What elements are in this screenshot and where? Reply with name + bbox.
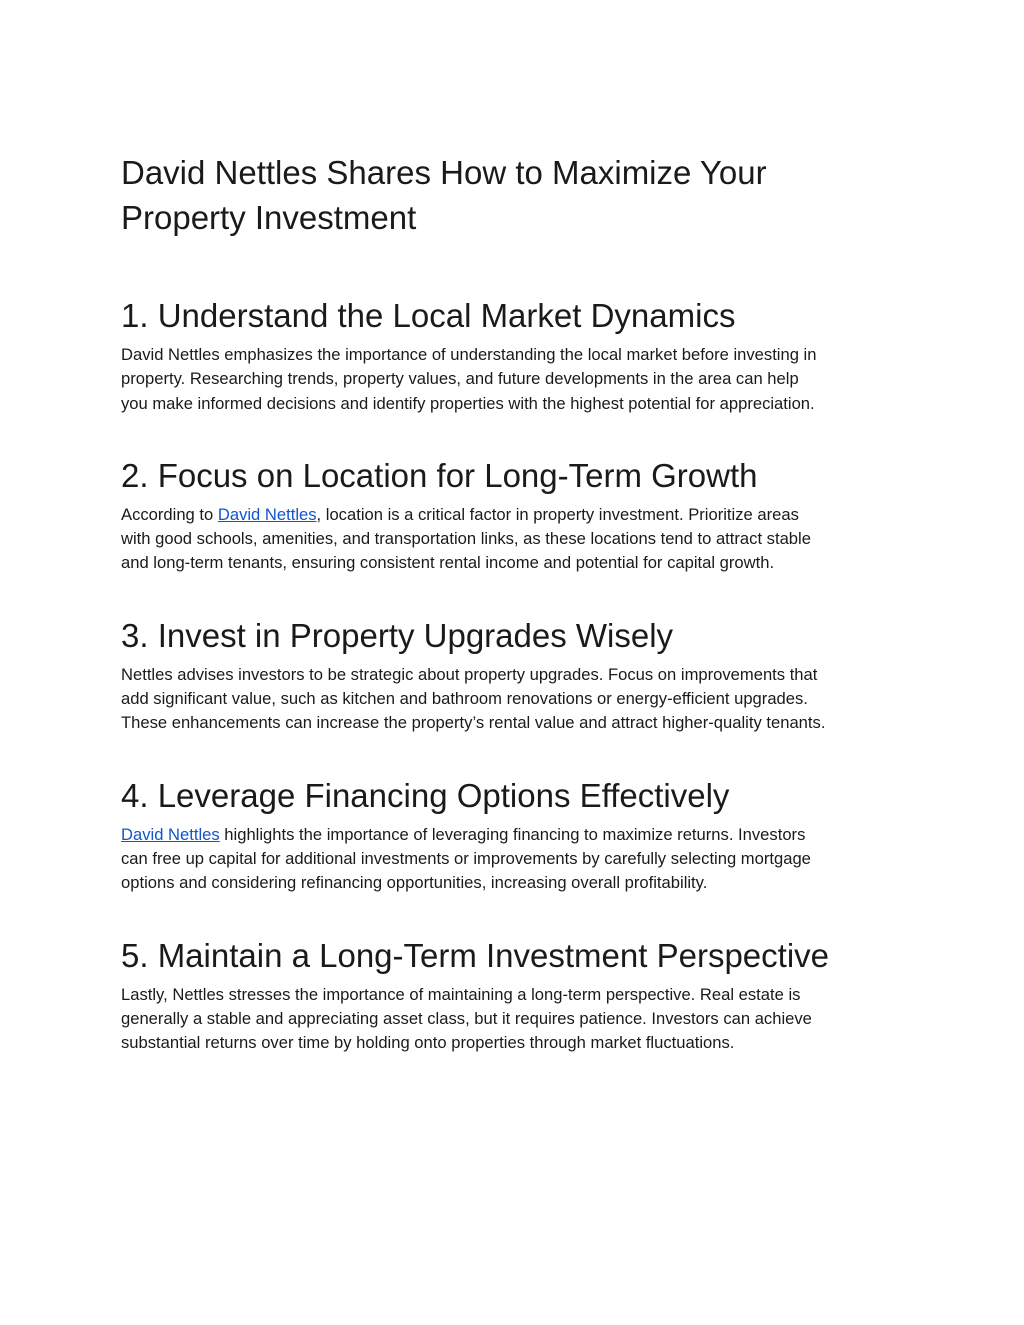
section-4-line-1-suffix: highlights the importance of leveraging financing to maximize returns. Investors: [219, 824, 806, 844]
david-nettles-link[interactable]: David Nettles: [217, 504, 317, 524]
section-1-line-3: you make informed decisions and identify properties with the highest potential for appreciation.: [121, 393, 815, 413]
section-2-line-1-prefix: According to: [121, 504, 218, 524]
section-3-heading: 3. Invest in Property Upgrades Wisely: [121, 616, 674, 654]
section-1: [121, 296, 911, 416]
section-1-heading: 1. Understand the Local Market Dynamics: [121, 297, 736, 334]
section-5-line-3: substantial returns over time by holding onto properties through market fluctuations.: [121, 1033, 735, 1053]
section-2-line-3: and long-term tenants, ensuring consistent rental income and potential for capital growth.: [121, 553, 775, 573]
section-3-line-2: add significant value, such as kitchen and bathroom renovations or energy-efficient upgrades.: [121, 689, 808, 709]
section-4-heading: 4. Leverage Financing Options Effectively: [121, 776, 730, 814]
section-3: [121, 616, 911, 736]
section-1-line-2: property. Researching trends, property values, and future developments in the area can help: [121, 369, 799, 389]
section-5-body: [121, 983, 911, 1056]
section-4-body: [121, 823, 911, 896]
section-3-line-1: Nettles advises investors to be strategic about property upgrades. Focus on improvements that: [121, 664, 818, 684]
section-2-body: [121, 503, 911, 576]
section-3-line-3: These enhancements can increase the property’s rental value and attract higher-quality tenants.: [121, 713, 826, 733]
document-page: [121, 150, 911, 1055]
section-2-line-1: [121, 503, 911, 527]
section-5: [121, 936, 911, 1056]
section-2-line-1-suffix: , location is a critical factor in property investment. Prioritize areas: [316, 504, 799, 524]
title-line-2: Property Investment: [121, 199, 417, 236]
document-title: [121, 150, 911, 240]
section-1-body: [121, 343, 911, 416]
section-4-line-3: options and considering refinancing opportunities, increasing overall profitability.: [121, 873, 708, 893]
section-5-heading: 5. Maintain a Long-Term Investment Perspective: [121, 936, 830, 974]
section-4-line-1: [121, 823, 911, 847]
section-5-line-2: generally a stable and appreciating asset class, but it requires patience. Investors can achieve: [121, 1008, 812, 1028]
section-2-heading: 2. Focus on Location for Long-Term Growth: [121, 456, 758, 494]
section-2: [121, 456, 911, 576]
david-nettles-link[interactable]: David Nettles: [121, 824, 220, 844]
section-1-line-1: David Nettles emphasizes the importance of understanding the local market before investing in: [121, 345, 817, 364]
section-5-line-1: Lastly, Nettles stresses the importance of maintaining a long-term perspective. Real estate is: [121, 984, 801, 1004]
section-4: [121, 776, 911, 896]
section-2-line-2: with good schools, amenities, and transportation links, as these locations tend to attract stable: [121, 529, 811, 549]
title-line-1: David Nettles Shares How to Maximize Your: [121, 154, 767, 191]
section-4-line-2: can free up capital for additional investments or improvements by carefully selecting mortgage: [121, 848, 811, 868]
section-3-body: [121, 663, 911, 736]
